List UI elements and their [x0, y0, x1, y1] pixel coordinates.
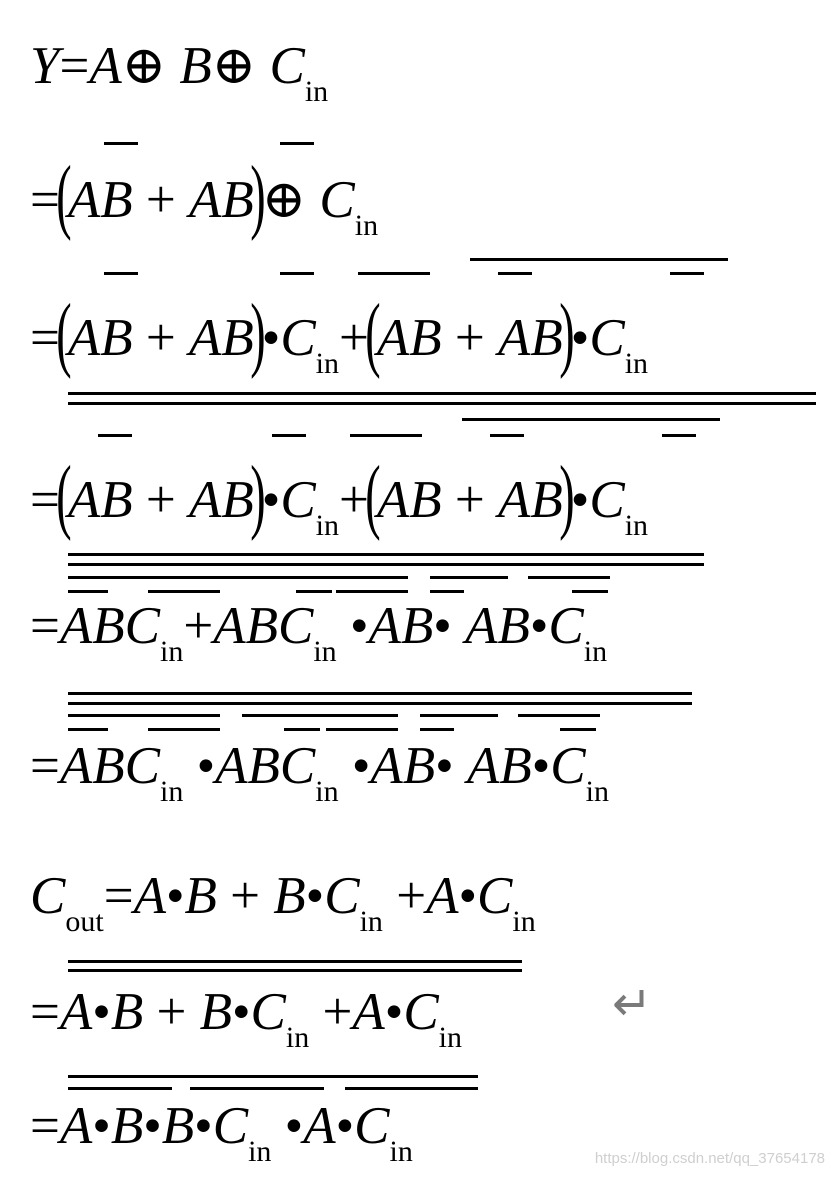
subscript-in: in: [512, 905, 536, 938]
equals: =: [30, 983, 60, 1041]
var-c: C: [250, 983, 286, 1041]
var-a: A: [67, 309, 101, 367]
overline: [430, 590, 464, 593]
equation-line-9: [30, 1097, 413, 1168]
var-b: B: [221, 309, 254, 367]
equation-line-6: [30, 737, 609, 808]
var-b: B: [221, 171, 254, 229]
var-b: B: [499, 737, 532, 795]
var-b: B: [100, 471, 133, 529]
var-a: A: [215, 737, 248, 795]
equation-line-2: [30, 148, 379, 242]
overline: [528, 576, 610, 579]
overline: [498, 272, 532, 275]
subscript-in: in: [624, 509, 649, 542]
xor-operator: ⊕: [261, 171, 307, 229]
and-dot: •: [384, 983, 404, 1041]
overline: [68, 728, 108, 731]
double-overline-top: [68, 553, 704, 556]
and-dot: •: [349, 597, 369, 655]
equals: =: [103, 867, 134, 925]
overline: [326, 728, 398, 731]
var-b: B: [179, 37, 212, 95]
overline: [68, 714, 220, 717]
overline: [98, 434, 132, 437]
overline: [560, 728, 596, 731]
overline: [420, 714, 498, 717]
var-a: A: [498, 471, 531, 529]
and-dot: •: [261, 309, 281, 367]
var-b: B: [400, 597, 434, 655]
overline: [462, 418, 720, 421]
left-paren: (: [365, 449, 381, 542]
plus: +: [339, 471, 369, 529]
overline: [296, 590, 332, 593]
equals: =: [30, 597, 60, 655]
var-b: B: [530, 309, 563, 367]
and-dot: •: [305, 867, 325, 925]
watermark: https://blog.csdn.net/qq_37654178: [594, 1150, 825, 1167]
var-a: A: [189, 171, 222, 229]
var-a: A: [59, 737, 93, 795]
right-paren: ): [559, 287, 575, 380]
return-arrow-icon: ↵: [612, 976, 653, 1032]
var-c: C: [124, 737, 160, 795]
overline: [68, 1075, 478, 1078]
plus: +: [396, 867, 427, 925]
subscript-in: in: [315, 775, 339, 808]
subscript-in: in: [315, 347, 340, 380]
overline: [148, 590, 220, 593]
var-b: B: [100, 309, 133, 367]
var-b: B: [184, 867, 217, 925]
overline: [350, 434, 422, 437]
equation-line-5: [30, 597, 608, 668]
overline: [470, 258, 728, 261]
var-b: B: [402, 737, 436, 795]
overline: [104, 272, 138, 275]
double-overline-top: [68, 960, 522, 963]
xor-operator: ⊕: [121, 37, 167, 95]
and-dot: •: [284, 1097, 304, 1155]
equals: =: [30, 471, 60, 529]
var-b: B: [221, 471, 254, 529]
subscript-in: in: [285, 1021, 310, 1054]
overline: [104, 142, 138, 145]
overline: [490, 434, 524, 437]
var-b: B: [199, 983, 232, 1041]
equation-line-8: [30, 983, 463, 1054]
var-a: A: [59, 983, 93, 1041]
var-a: A: [59, 597, 93, 655]
plus: +: [145, 309, 176, 367]
and-dot: •: [433, 597, 452, 655]
var-b: B: [530, 471, 563, 529]
var-c: C: [354, 1097, 390, 1155]
subscript-in: in: [160, 635, 184, 668]
left-paren: (: [56, 449, 72, 542]
var-a: A: [67, 171, 101, 229]
right-paren: ): [559, 449, 575, 542]
equals: =: [30, 309, 60, 367]
overline: [430, 576, 508, 579]
var-b: B: [100, 171, 133, 229]
var-b: B: [273, 867, 306, 925]
var-a: A: [89, 37, 122, 95]
right-paren: ): [250, 287, 266, 380]
var-b: B: [110, 983, 144, 1041]
overline: [242, 714, 398, 717]
var-a: A: [189, 471, 222, 529]
var-c: C: [550, 737, 586, 795]
overline: [572, 590, 608, 593]
double-overline-top: [68, 392, 816, 395]
and-dot: •: [92, 1097, 111, 1155]
var-a: A: [67, 471, 101, 529]
equals: =: [30, 171, 60, 229]
var-a: A: [59, 1097, 93, 1155]
and-dot: •: [335, 1097, 355, 1155]
subscript-in: in: [438, 1021, 463, 1054]
and-dot: •: [531, 737, 551, 795]
and-dot: •: [458, 867, 478, 925]
overline: [284, 728, 320, 731]
var-c: C: [403, 983, 439, 1041]
var-y: Y: [30, 37, 60, 95]
var-a: A: [352, 983, 385, 1041]
double-overline-bottom: [68, 969, 522, 972]
var-a: A: [303, 1097, 336, 1155]
var-a: A: [189, 309, 222, 367]
overline: [345, 1087, 478, 1090]
var-a: A: [465, 597, 498, 655]
overline: [336, 590, 408, 593]
and-dot: •: [435, 737, 454, 795]
var-b: B: [247, 737, 280, 795]
var-b: B: [245, 597, 278, 655]
overline: [148, 728, 220, 731]
plus: +: [145, 171, 176, 229]
overline: [272, 434, 306, 437]
and-dot: •: [570, 471, 590, 529]
var-b: B: [409, 309, 442, 367]
and-dot: •: [143, 1097, 162, 1155]
and-dot: •: [529, 597, 549, 655]
var-c: C: [279, 737, 316, 795]
var-a: A: [368, 597, 401, 655]
equals: =: [30, 1097, 60, 1155]
var-a: A: [376, 471, 410, 529]
plus: +: [454, 471, 485, 529]
subscript-in: in: [354, 209, 379, 242]
subscript-in: in: [624, 347, 649, 380]
var-b: B: [497, 597, 530, 655]
var-c: C: [589, 309, 625, 367]
overline: [358, 272, 430, 275]
left-paren: (: [56, 287, 72, 380]
var-c: C: [30, 867, 66, 925]
var-a: A: [498, 309, 531, 367]
subscript-in: in: [583, 635, 608, 668]
subscript-out: out: [65, 905, 104, 938]
var-c: C: [548, 597, 584, 655]
var-b: B: [92, 597, 125, 655]
double-overline-bottom: [68, 702, 692, 705]
equals: =: [59, 37, 90, 95]
plus: +: [156, 983, 187, 1041]
right-paren: ): [250, 449, 266, 542]
overline: [662, 434, 696, 437]
subscript-in: in: [313, 635, 337, 668]
overline: [518, 714, 600, 717]
and-dot: •: [261, 471, 281, 529]
var-a: A: [133, 867, 166, 925]
plus: +: [230, 867, 261, 925]
left-paren: (: [365, 287, 381, 380]
subscript-in: in: [389, 1135, 413, 1168]
and-dot: •: [194, 1097, 213, 1155]
equation-line-4: [30, 448, 649, 542]
var-c: C: [477, 867, 513, 925]
var-b: B: [161, 1097, 195, 1155]
right-paren: ): [250, 149, 266, 242]
var-c: C: [124, 597, 160, 655]
overline: [68, 1087, 172, 1090]
and-dot: •: [92, 983, 111, 1041]
double-overline-top: [68, 692, 692, 695]
subscript-in: in: [304, 75, 329, 108]
var-c: C: [319, 171, 355, 229]
equals: =: [30, 737, 60, 795]
var-a: A: [466, 737, 500, 795]
var-a: A: [370, 737, 403, 795]
var-c: C: [589, 471, 625, 529]
double-overline-bottom: [68, 563, 704, 566]
xor-operator: ⊕: [211, 37, 257, 95]
overline: [280, 272, 314, 275]
var-b: B: [409, 471, 442, 529]
var-c: C: [324, 867, 360, 925]
var-c: C: [280, 471, 316, 529]
and-dot: •: [196, 737, 216, 795]
var-b: B: [110, 1097, 144, 1155]
var-c: C: [212, 1097, 249, 1155]
var-c: C: [269, 37, 305, 95]
plus: +: [183, 597, 214, 655]
and-dot: •: [351, 737, 371, 795]
var-a: A: [426, 867, 459, 925]
overline: [68, 590, 108, 593]
var-a: A: [213, 597, 246, 655]
overline: [420, 728, 454, 731]
equation-line-1: [30, 37, 329, 108]
equation-line-3: [30, 286, 649, 380]
left-paren: (: [56, 149, 72, 242]
plus: +: [145, 471, 176, 529]
subscript-in: in: [248, 1135, 272, 1168]
overline: [68, 576, 408, 579]
var-c: C: [277, 597, 314, 655]
overline: [190, 1087, 324, 1090]
subscript-in: in: [160, 775, 184, 808]
overline: [280, 142, 314, 145]
overline: [670, 272, 704, 275]
subscript-in: in: [315, 509, 340, 542]
var-c: C: [280, 309, 316, 367]
equation-line-7: [30, 867, 536, 938]
and-dot: •: [165, 867, 185, 925]
and-dot: •: [570, 309, 590, 367]
double-overline-bottom: [68, 402, 816, 405]
var-a: A: [376, 309, 410, 367]
subscript-in: in: [359, 905, 383, 938]
plus: +: [339, 309, 369, 367]
plus: +: [454, 309, 485, 367]
plus: +: [322, 983, 353, 1041]
subscript-in: in: [585, 775, 609, 808]
var-b: B: [92, 737, 125, 795]
and-dot: •: [231, 983, 251, 1041]
